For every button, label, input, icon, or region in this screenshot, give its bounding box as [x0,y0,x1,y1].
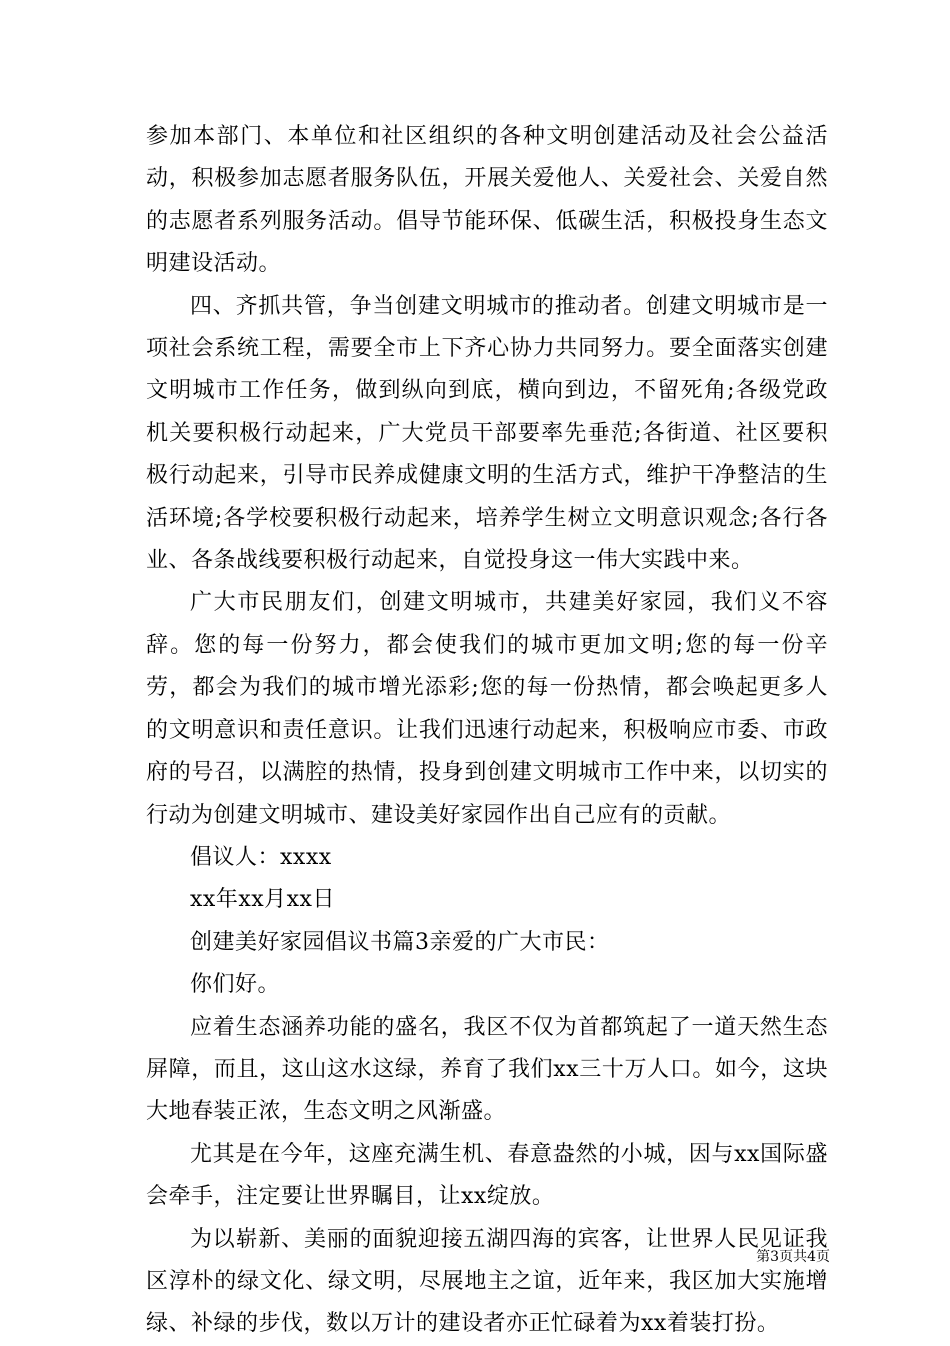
date-line: xx年xx月xx日 [190,887,335,913]
paragraph-2: 四、齐抓共管，争当创建文明城市的推动者。创建文明城市是一项社会系统工程，需要全市上下齐心协力共同努力。要全面落实创建文明城市工作任务，做到纵向到底，横向到边，不留死角;各级党政机关要积极行动起来，广大党员干部要率先垂范;各街道、社区要积极行动起来，引导市民养成健康文明的生活方式，维护干净整洁的生活环境;各学校要积极行动起来，培养学生树立文明意识观念;各行各业、各条战线要积极行动起来，自觉投身这一伟大实践中来。 [146,293,828,574]
paragraph-1: 参加本部门、本单位和社区组织的各种文明创建活动及社会公益活动，积极参加志愿者服务队伍，开展关爱他人、关爱社会、关爱自然的志愿者系列服务活动。倡导节能环保、低碳生活，积极投身生态文明建设活动。 [146,124,828,277]
paragraph-3: 广大市民朋友们，创建文明城市，共建美好家园，我们义不容辞。您的每一份努力，都会使我们的城市更加文明;您的每一份辛劳，都会为我们的城市增光添彩;您的每一份热情，都会唤起更多人的文明意识和责任意识。让我们迅速行动起来，积极响应市委、市政府的号召，以满腔的热情，投身到创建文明城市工作中来，以切实的行动为创建文明城市、建设美好家园作出自己应有的贡献。 [146,590,828,828]
section-heading: 创建美好家园倡议书篇3亲爱的广大市民： [190,929,610,955]
paragraph-5: 尤其是在今年，这座充满生机、春意盎然的小城，因与xx国际盛会牵手，注定要让世界瞩目，让xx绽放。 [146,1141,828,1210]
body-text [146,116,828,1346]
proposer-line: 倡议人：xxxx [190,844,332,870]
paragraph-4: 应着生态涵养功能的盛名，我区不仅为首都筑起了一道天然生态屏障，而且，这山这水这绿，养育了我们xx三十万人口。如今，这块大地春装正浓，生态文明之风渐盛。 [146,1014,828,1125]
page-number-footer: 第3页共4页 [756,1249,830,1265]
paragraph-6: 为以崭新、美丽的面貌迎接五湖四海的宾客，让世界人民见证我区淳朴的绿文化、绿文明，尽展地主之谊，近年来，我区加大实施增绿、补绿的步伐，数以万计的建设者亦正忙碌着为xx着装打扮。 [146,1226,828,1337]
greeting-line: 你们好。 [190,972,281,998]
